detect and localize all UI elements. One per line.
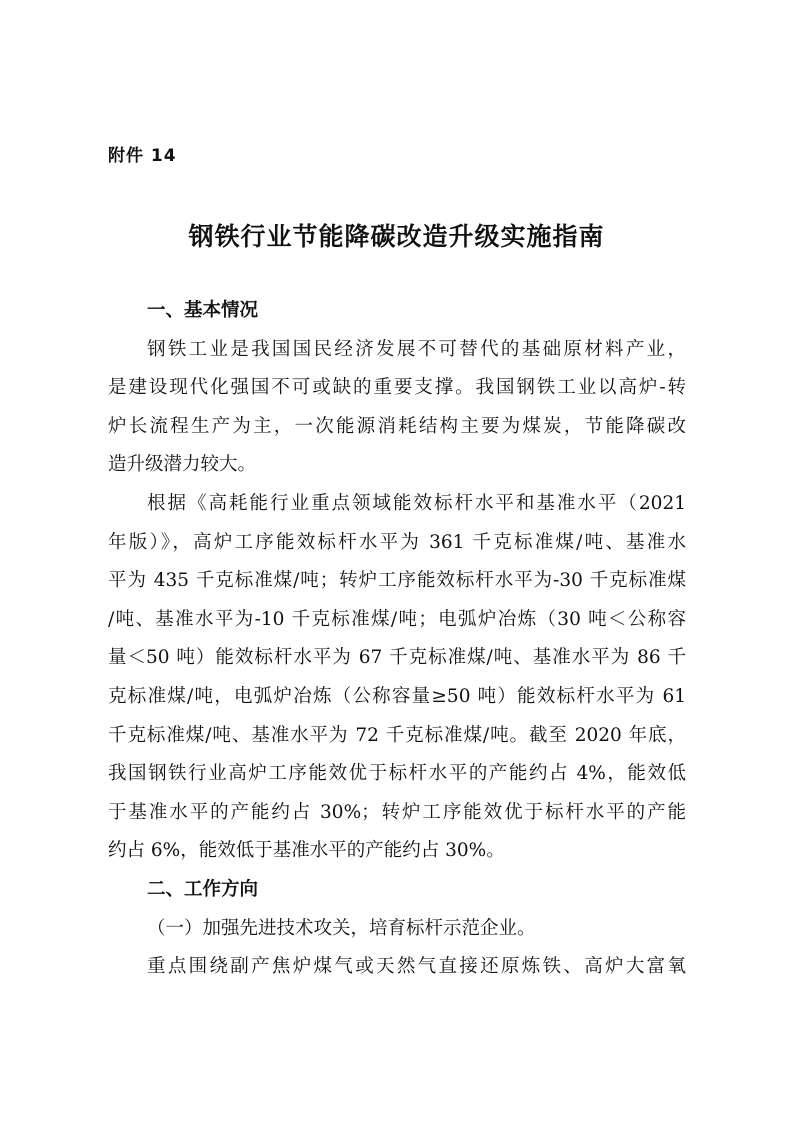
paragraph-line: 造升级潜力较大。 — [108, 454, 257, 476]
section-heading: 一、基本情况 — [147, 300, 259, 321]
paragraph-line: 平为 435 千克标准煤/吨；转炉工序能效标杆水平为-30 千克标准煤 — [108, 570, 686, 592]
attachment-label: 附件 14 — [108, 146, 177, 166]
document-body — [108, 292, 686, 987]
paragraph-line: 是建设现代化强国不可或缺的重要支撑。我国钢铁工业以高炉-转 — [108, 377, 686, 399]
paragraph-line: 千克标准煤/吨、基准水平为 72 千克标准煤/吨。截至 2020 年底， — [108, 724, 686, 746]
paragraph-line: 克标准煤/吨，电弧炉冶炼（公称容量≥50 吨）能效标杆水平为 61 — [108, 685, 686, 707]
paragraph-line: 炉长流程生产为主，一次能源消耗结构主要为煤炭，节能降碳改 — [108, 415, 686, 437]
paragraph-line: /吨、基准水平为-10 千克标准煤/吨；电弧炉冶炼（30 吨＜公称容 — [108, 608, 686, 630]
paragraph-line: 于基准水平的产能约占 30%；转炉工序能效优于标杆水平的产能 — [108, 801, 686, 823]
paragraph-line: 我国钢铁行业高炉工序能效优于标杆水平的产能约占 4%，能效低 — [108, 763, 686, 785]
paragraph-line: 钢铁工业是我国国民经济发展不可替代的基础原材料产业， — [147, 338, 686, 360]
document-title: 钢铁行业节能降碳改造升级实施指南 — [188, 222, 605, 251]
paragraph-line: 年版）》，高炉工序能效标杆水平为 361 千克标准煤/吨、基准水 — [108, 531, 686, 553]
subsection-heading: （一）加强先进技术攻关，培育标杆示范企业。 — [147, 917, 536, 939]
paragraph-line: 量＜50 吨）能效标杆水平为 67 千克标准煤/吨、基准水平为 86 千 — [108, 647, 686, 669]
paragraph-line: 根据《高耗能行业重点领域能效标杆水平和基准水平（2021 — [147, 492, 686, 514]
section-heading: 二、工作方向 — [147, 878, 259, 900]
paragraph-line: 约占 6%，能效低于基准水平的产能约占 30%。 — [108, 840, 505, 862]
paragraph-line: 重点围绕副产焦炉煤气或天然气直接还原炼铁、高炉大富氧 — [147, 956, 686, 978]
